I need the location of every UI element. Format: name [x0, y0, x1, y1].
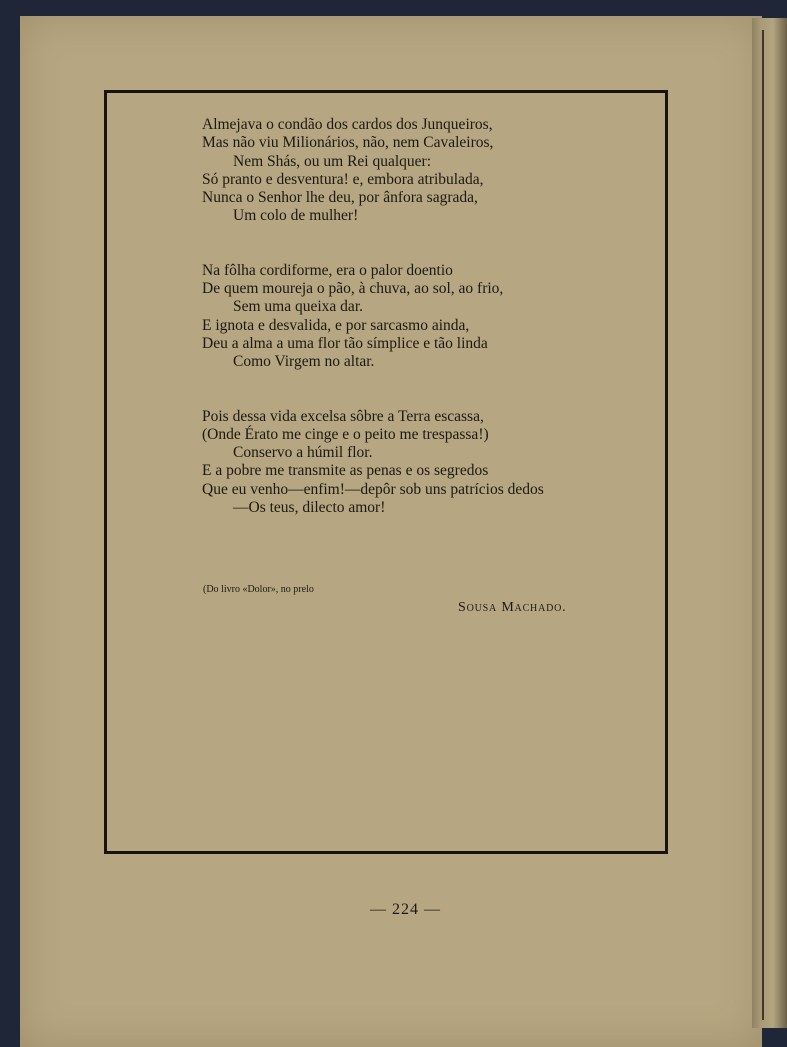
poem-line: Na fôlha cordiforme, era o palor doentio — [202, 261, 453, 279]
poem-line: Nunca o Senhor lhe deu, por ânfora sagrada, — [202, 189, 478, 207]
poem-line: Almejava o condão dos cardos dos Junqueiros, — [202, 116, 493, 133]
poem-line: E a pobre me transmite as penas e os segredos — [202, 462, 489, 480]
poem-line: —Os teus, dilecto amor! — [233, 499, 386, 517]
page-spine — [752, 18, 787, 1028]
poem-line: Mas não viu Milionários, não, nem Cavaleiros, — [202, 134, 494, 152]
poem-line: Só pranto e desventura! e, embora atribulada, — [202, 170, 484, 188]
poem-line: Sem uma queixa dar. — [233, 298, 363, 316]
poem-line: Como Virgem no altar. — [233, 353, 375, 371]
poem-line: De quem moureja o pão, à chuva, ao sol, ao frio, — [202, 280, 504, 298]
page-number: — 224 — — [370, 901, 441, 918]
stanza-1 — [202, 116, 544, 226]
poem — [202, 116, 544, 553]
poem-line: (Onde Érato me cinge e o peito me trespassa!) — [202, 425, 489, 443]
poem-line: Conservo a húmil flor. — [233, 444, 373, 462]
stanza-3 — [202, 408, 544, 518]
poem-line: Que eu venho—enfim!—depôr sob uns patrícios dedos — [202, 480, 544, 498]
stanza-2 — [202, 262, 544, 372]
page-spine-edge — [762, 30, 764, 1020]
poem-line: Pois dessa vida excelsa sôbre a Terra escassa, — [202, 407, 484, 425]
poem-line: Nem Shás, ou um Rei qualquer: — [233, 152, 432, 170]
poem-line: Deu a alma a uma flor tão símplice e tão linda — [202, 334, 488, 352]
author-signature: Sousa Machado. — [458, 600, 567, 615]
poem-line: E ignota e desvalida, e por sarcasmo ainda, — [202, 316, 470, 334]
source-note: (Do livro «Dolor», no prelo — [203, 584, 314, 595]
poem-line: Um colo de mulher! — [233, 207, 359, 225]
